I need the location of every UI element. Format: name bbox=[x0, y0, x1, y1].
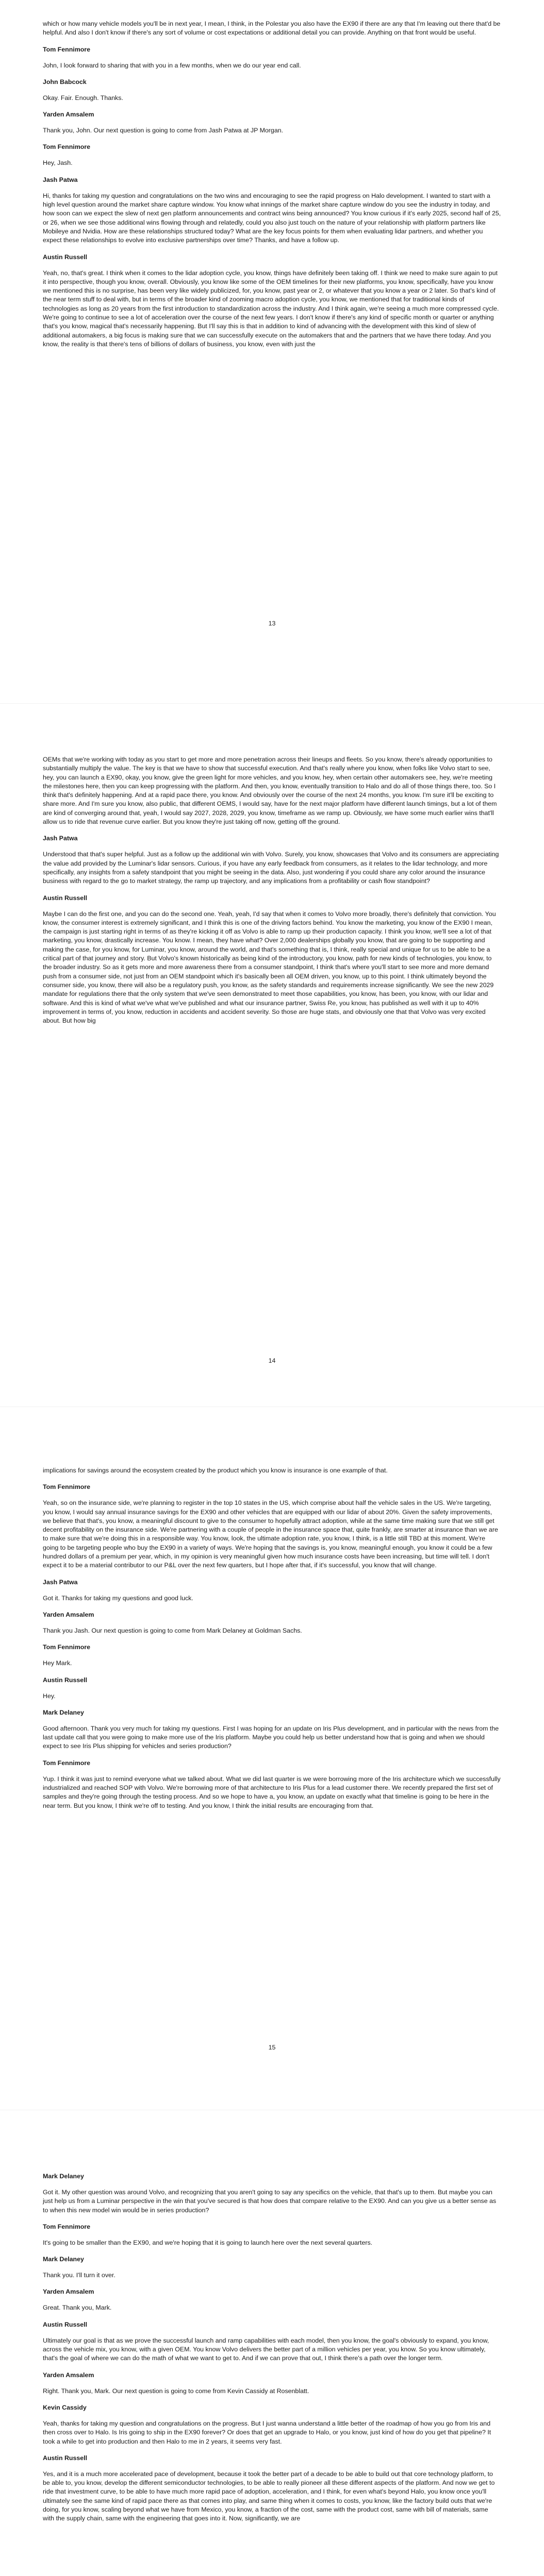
transcript-paragraph: Thank you Jash. Our next question is going to come from Mark Delaney at Goldman Sachs. bbox=[43, 1626, 302, 1634]
transcript-paragraph: Yeah, so on the insurance side, we're planning to register in the top 10 states in the US, which comprise about half the vehicle sales in the US. We're targeting, you know, I would say annual insurance savings for the EX90 and other vehicles that are equipped with our lidar of about 20%. Given the safety improvements, we believe that that's, you know, a meaningful discount to give to the consumer to hopefully attract adoption, while at the same time making sure that we still get decent profitability on the insurance side. We're partnering with a couple of people in the insurance space that, quite frankly, are smarter at insurance than we are to make sure that we're doing this in a responsible way. You know, look, the ultimate adoption rate, you know, I think, is a little still TBD at this moment. We're going to be targeting people who buy the EX90 in a variety of ways. We're hoping that the savings is, you know, meaningful enough, you know it could be a few hundred dollars of a premium per year, which, in my opinion is very meaningful given how much insurance costs have been increasing, but time will tell. I don't expect it to be a material contributor to our P&L over the next few quarters, but I hope after that, if it's successful, you know that will change. bbox=[43, 1499, 498, 1569]
speaker-name: Austin Russell bbox=[43, 2454, 88, 2462]
speaker-name: Tom Fennimore bbox=[43, 1483, 91, 1491]
page-number: 13 bbox=[268, 620, 276, 627]
speaker-name: Austin Russell bbox=[43, 1676, 88, 1684]
transcript-paragraph: Hey Mark. bbox=[43, 1659, 72, 1667]
speaker-name: Austin Russell bbox=[43, 2320, 88, 2328]
page-number: 14 bbox=[268, 1357, 276, 1364]
transcript-paragraph: John, I look forward to sharing that with you in a few months, when we do our year end call. bbox=[43, 61, 301, 69]
transcript-paragraph: implications for savings around the ecosystem created by the product which you know is insurance is one example of that. bbox=[43, 1467, 388, 1474]
transcript-paragraph: Yup. I think it was just to remind everyone what we talked about. What we did last quarter is we were borrowing more of the Iris architecture which we successfully industrialized and reached SOP with Volvo. We're borrowing more of that architecture to Iris Plus for a lead customer there. We recently prepared the first set of samples and they're going through the testing process. And so we hope to have a, you know, an update on exactly what that timeline is going to be here in the near term. But you know, I think we're off to testing. And you know, I think the initial results are encouraging from that. bbox=[43, 1775, 501, 1809]
speaker-name: Yarden Amsalem bbox=[43, 2288, 94, 2296]
transcript-paragraph: Hi, thanks for taking my question and congratulations on the two wins and encouraging to see the rapid progress on Halo development. I wanted to start with a high level question around the market share capture window. You know what innings of the market share capture window do you see the industry in today, and how soon can we expect the slew of next gen platform announcements and contract wins being announced? You know curious if it's early 2025, second half of 25, or 26, when we see those additional wins flowing through and relatedly, could you also just touch on the nature of your relationship with platform partners like Mobileye and Nvidia. How are these relationships structured today? What are the key focus points for them when evaluating lidar partners, and whether you expect these relationships to evolve into exclusive partnerships over time? Thanks, and have a follow up. bbox=[43, 192, 501, 244]
speaker-name: Jash Patwa bbox=[43, 1578, 78, 1586]
speaker-name: Mark Delaney bbox=[43, 1708, 84, 1716]
speaker-name: Tom Fennimore bbox=[43, 45, 91, 53]
transcript-paragraph: Yeah, thanks for taking my question and congratulations on the progress. But I just wanna understand a little better of the roadmap of how you go from Iris and then cross over to Halo. Is Iris going to ship in the EX90 forever? Or does that get an upgrade to Halo, or you know, just kind of how do you get that pipeline? It took a while to get into production and then Halo to me in 2 years, it seems very fast. bbox=[43, 2419, 491, 2445]
transcript-paragraph: Great. Thank you, Mark. bbox=[43, 2304, 112, 2312]
speaker-name: Tom Fennimore bbox=[43, 2223, 91, 2230]
speaker-name: Kevin Cassidy bbox=[43, 2403, 87, 2411]
transcript-paragraph: OEMs that we're working with today as you start to get more and more penetration across their lineups and fleets. So you know, there's already opportunities to substantially multiply the value. The key is that we have to show that successful execution. And that's really where you know, when folks like Volvo start to see, hey, you can launch a EX90, okay, you know, give the green light for more vehicles, and you know, hey, when certain other automakers see, hey, we're meeting the milestones here, then you can keep progressing with the platform. And then, you know, eventually transition to Halo and do all of those things there, too. So I think that's definitely happening. And at a rapid pace there, you know. And obviously over the course of the next 24 months, you know. I'm sure it'll be exciting to share more. And I'm sure you know, also public, that different OEMS, I would say, have for the next major platform have different launch timings, but a lot of them are kind of converging around that, yeah, I would say 2027, 2028, 2029, you know, timeframe as we ramp up. Obviously, we have some much earlier wins that'll allow us to ride that revenue curve earlier. But you know they're just taking off now, getting off the ground. bbox=[43, 756, 497, 826]
speaker-name: Yarden Amsalem bbox=[43, 2371, 94, 2379]
page-number: 15 bbox=[268, 2044, 276, 2051]
transcript-paragraph: Okay. Fair. Enough. Thanks. bbox=[43, 94, 123, 101]
speaker-name: Mark Delaney bbox=[43, 2173, 84, 2180]
transcript-paragraph: Understood that that's super helpful. Just as a follow up the additional win with Volvo. Surely, you know, showcases that Volvo and its consumers are appreciating the value add provided by the Luminar's lidar sensors. Curious, if you have any early feedback from consumers, as it relates to the lidar technology, and more specifically, any insights from a safety standpoint that you might be seeing in the data. Also, just wondering if you could share any color around the insurance business with regard to the go to market strategy, the ramp up trajectory, and any implications from a profitability or cash flow standpoint? bbox=[43, 851, 499, 885]
speaker-name: Jash Patwa bbox=[43, 176, 78, 183]
speaker-name: Jash Patwa bbox=[43, 835, 78, 842]
transcript-paragraph: which or how many vehicle models you'll be in next year, I mean, I think, in the Polestar you also have the EX90 if there are any that I'm leaving out there that'd be helpful. And also I don't know if there's any sort of volume or cost expectations or additional detail you can provide. Anything on that front would be useful. bbox=[43, 20, 501, 37]
transcript-paragraph: Right. Thank you, Mark. Our next question is going to come from Kevin Cassidy at Rosenblatt. bbox=[43, 2387, 309, 2395]
transcript-paragraph: Got it. Thanks for taking my questions and good luck. bbox=[43, 1594, 193, 1602]
transcript-paragraph: Ultimately our goal is that as we prove the successful launch and ramp capabilities with each model, then you know, the goal's obviously to expand, you know, across the vehicle mix, you know, with a given OEM. You know Volvo delivers the better part of a million vehicles per year, you know. So you know ultimately, that's the goal of where we can do the math of what we want to get to. And if we can prove that out, I think there's a path over the longer term. bbox=[43, 2336, 489, 2362]
transcript-paragraph: Hey, Jash. bbox=[43, 159, 73, 167]
speaker-name: Austin Russell bbox=[43, 253, 88, 261]
speaker-name: Austin Russell bbox=[43, 894, 88, 902]
transcript-paragraph: Maybe I can do the first one, and you can do the second one. Yeah, yeah, I'd say that when it comes to Volvo more broadly, there's definitely that conviction. You know, the consumer interest is extremely significant, and I think this is one of the driving factors behind. You know the marketing, you know of the EX90 I mean, the campaign is just starting right in terms of as they're kicking it off as Volvo is able to ramp up their production capacity. I think you know, we'll see a lot of that marketing, you know, drastically increase. You know. I mean, they have what? Over 2,000 dealerships globally you know, that are going to be supporting and making the case, for you know, for Luminar, you know, around the world, and that's something that is, I think, really special and unique for us to be able to be a critical part of that journey and story. But Volvo's known historically as being kind of the introductory, you know, path for new kinds of technologies, you know, to the broader industry. So as it gets more and more awareness there from a consumer standpoint, I think that's where you'll start to see more and more demand push from a consumer side, not just from an OEM standpoint which it's basically been all OEM driven, you know, up to this point. I think ultimately beyond the consumer side, you know, there will also be a regulatory push, you know, as the safety standards and requirements increase significantly. We see the new 2029 mandate for regulations there that the only system that we've seen demonstrated to meet those capabilities, you know, has been, you know, with our lidar and software. And this is kind of what we've what we've published and what our insurance partner, Swiss Re, you know, has published as well with it up to 40% improvement in terms of, you know, reduction in accidents and accident severity. So those are huge stats, and obviously one that that Volvo was very excited about. But how big bbox=[43, 910, 496, 1025]
transcript-paragraph: It's going to be smaller than the EX90, and we're hoping that it is going to launch here over the next several quarters. bbox=[43, 2239, 373, 2246]
speaker-name: Tom Fennimore bbox=[43, 143, 91, 151]
speaker-name: John Babcock bbox=[43, 78, 87, 86]
transcript-paragraph: Got it. My other question was around Volvo, and recognizing that you aren't going to say any specifics on the vehicle, that that's up to them. But maybe you can just help us from a Luminar perspective in the win that you've secured is that how does that compare relative to the EX90. And can you give us a better sense as to when this new model win would be in series production? bbox=[43, 2189, 497, 2214]
page bbox=[0, 1406, 544, 2110]
speaker-name: Mark Delaney bbox=[43, 2256, 84, 2263]
transcript-paragraph: Yeah, no, that's great. I think when it comes to the lidar adoption cycle, you know, things have definitely been taking off. I think we need to make sure again to put it into perspective, though you know, overall. Obviously, you know like some of the OEM timelines for their new platforms, you know, specifically, have you know we mentioned this is no surprise, has been very like widely publicized, for, you know, past year or 2, or whatever that you know a year or 2 later. So that's kind of the near term stuff to deal with, but in terms of the broader kind of zooming macro adoption cycle, you know, we mentioned that for traditional kinds of technologies as long as 20 years from the first introduction to standardization across the industry. And I think again, we're seeing a much more compressed cycle. We're going to continue to see a lot of acceleration over the course of the next few years. I don't know if there's any kind of specific month or quarter or anything that's you know, magical that's necessarily happening. But I'll say this is that in addition to kind of advancing with the development with this kind of slew of additional automakers, a big focus is making sure that we can successfully execute on the automakers that and the partners that we have there today. And you know, the reality is that there's tens of billions of dollars of business, you know, even with just the bbox=[43, 269, 499, 348]
speaker-name: Yarden Amsalem bbox=[43, 1611, 94, 1618]
speaker-name: Yarden Amsalem bbox=[43, 111, 94, 118]
transcript-paragraph: Yes, and it is a much more accelerated pace of development, because it took the better part of a decade to be able to build out that core technology platform, to be able to, you know, develop the different semiconductor technologies, to be able to really pioneer all these different aspects of the platform. And now we get to ride that investment curve, to be able to have much more rapid pace of adoption, acceleration, and I think, for even what's beyond Halo, you know once you'll ultimately see the same kind of rapid pace there as that comes into play, and same thing when it comes to costs, you know, like the factory build outs that we're doing, for you know, scaling beyond what we have from Mexico, you know, a fraction of the cost, same with the product cost, same with bill of materials, same with the supply chain, same with the engineering that goes into it. Now, significantly, we are bbox=[43, 2470, 495, 2522]
transcript-paragraph: Thank you. I'll turn it over. bbox=[43, 2272, 116, 2279]
transcript-paragraph: Good afternoon. Thank you very much for taking my questions. First I was hoping for an update on Iris Plus development, and in particular with the news from the last update call that you were going to make more use of the Iris platform. Maybe you could help us better understand how that is going and when we should expect to see Iris Plus shipping for vehicles and series production? bbox=[43, 1724, 499, 1750]
page bbox=[0, 2110, 544, 2576]
transcript-paragraph: Hey. bbox=[43, 1692, 56, 1700]
speaker-name: Tom Fennimore bbox=[43, 1643, 91, 1651]
page bbox=[0, 0, 544, 703]
page bbox=[0, 703, 544, 1406]
transcript-paragraph: Thank you, John. Our next question is going to come from Jash Patwa at JP Morgan. bbox=[43, 127, 284, 134]
speaker-name: Tom Fennimore bbox=[43, 1759, 91, 1767]
